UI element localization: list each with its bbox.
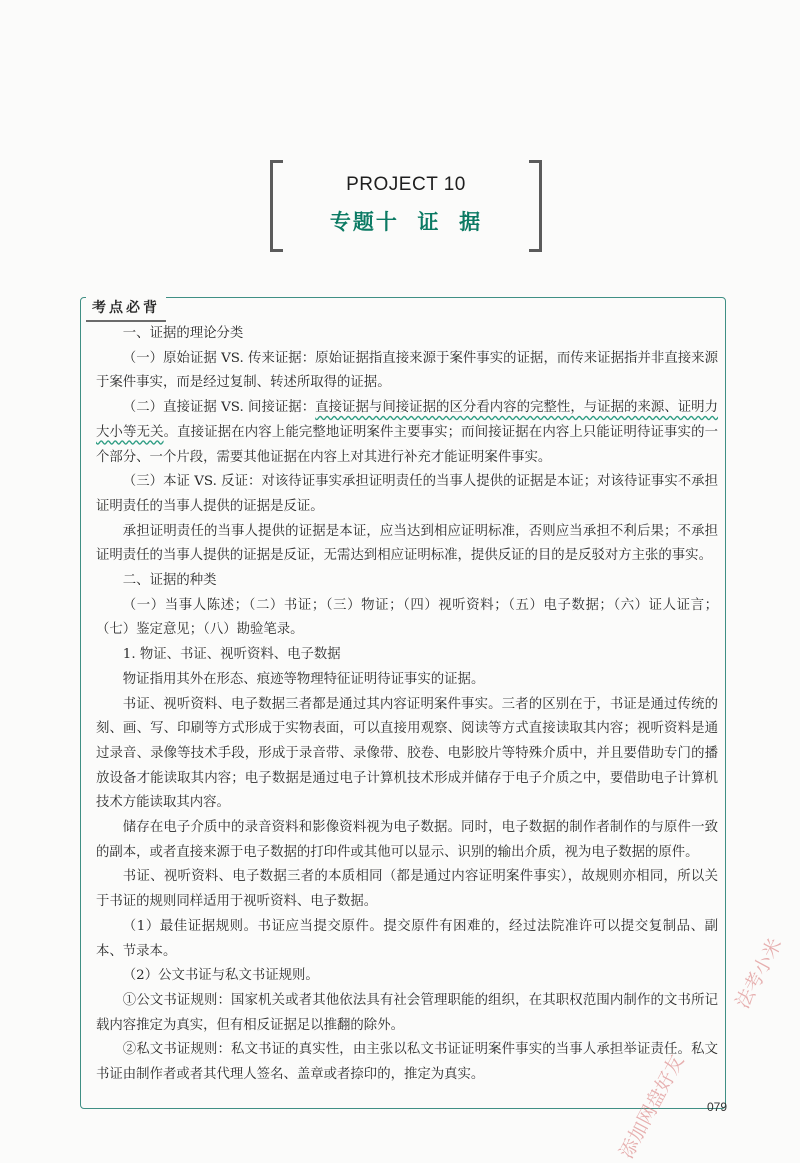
paragraph: （一）当事人陈述；（二）书证；（三）物证；（四）视听资料；（五）电子数据；（六）证人证言；（七）鉴定意见；（八）勘验笔录。 [96, 597, 718, 638]
paragraph: 1. 物证、书证、视听资料、电子数据 [122, 647, 341, 663]
paragraph: 书证、视听资料、电子数据三者的本质相同（都是通过内容证明案件事实），故规则亦相同，所以关于书证的规则同样适用于视听资料、电子数据。 [96, 869, 718, 910]
paragraph: 物证指用其外在形态、痕迹等物理特征证明待证事实的证据。 [122, 671, 485, 687]
page-number: 079 [707, 1100, 728, 1114]
paragraph: （二）直接证据 VS. 间接证据：直接证据与间接证据的区分看内容的完整性，与证据的来源、证明力大小等无关。直接证据在内容上能完整地证明案件主要事实；而间接证据在内容上只能证明待证事实的一个部分、一个片段，需要其他证据在内容上对其进行补充才能证明案件事实。 [96, 400, 719, 465]
paragraph: （三）本证 VS. 反证：对该待证事实承担证明责任的当事人提供的证据是本证；对该待证事实不承担证明责任的当事人提供的证据是反证。 [96, 474, 718, 514]
section-label: 考点必背 [86, 296, 166, 322]
project-number: PROJECT 10 [346, 174, 466, 195]
paragraph: ②私文书证规则：私文书证的真实性，由主张以私文书证证明案件事实的当事人承担举证责任。私文书证由制作者或者其代理人签名、盖章或者捺印的，推定为真实。 [96, 1042, 718, 1083]
chapter-title-box [270, 160, 542, 248]
paragraph: 储存在电子介质中的录音资料和影像资料视为电子数据。同时，电子数据的制作者制作的与原件一致的副本，或者直接来源于电子数据的打印件或其他可以显示、识别的输出介质，视为电子数据的原件。 [96, 820, 718, 860]
paragraph: （2）公文书证与私文书证规则。 [122, 968, 319, 984]
paragraph: 书证、视听资料、电子数据三者都是通过其内容证明案件事实。三者的区别在于，书证是通过传统的刻、画、写、印刷等方式形成于实物表面，可以直接用观察、阅读等方式直接读取其内容；视听资料是通过录音、录像等技术手段，形成于录音带、录像带、胶卷、电影胶片等特殊介质中，并且要借助专门的播放设备才能读取其内容；电子数据是通过电子计算机技术形成并储存于电子介质之中，要借助电子计算机技术方能读取其内容。 [96, 696, 718, 811]
chapter-title: 专题十 证 据 [329, 210, 483, 234]
watermark-text: 添加网盘好友 [615, 1051, 689, 1163]
watermark-text: 法考小米 [731, 934, 787, 1013]
paragraph: 二、证据的种类 [122, 573, 217, 589]
paragraph: 承担证明责任的当事人提供的证据是本证，应当达到相应证明标准，否则应当承担不利后果；不承担证明责任的当事人提供的证据是反证，无需达到相应证明标准，提供反证的目的是反驳对方主张的事实。 [96, 523, 718, 564]
paragraph: （1）最佳证据规则。书证应当提交原件。提交原件有困难的，经过法院准许可以提交复制品、副本、节录本。 [96, 918, 718, 959]
emphasis-text: 直接证据与间接证据的区分看内容的完整性，与证据的来源、证明力大小等无关 [96, 400, 719, 440]
paragraph: 一、证据的理论分类 [122, 326, 244, 341]
paragraph: ①公文书证规则：国家机关或者其他依法具有社会管理职能的组织，在其职权范围内制作的文书所记载内容推定为真实，但有相反证据足以推翻的除外。 [96, 992, 718, 1033]
paragraph: （一）原始证据 VS. 传来证据：原始证据指直接来源于案件事实的证据，而传来证据指并非直接来源于案件事实，而是经过复制、转述所取得的证据。 [96, 350, 718, 391]
body-text [96, 322, 718, 1088]
